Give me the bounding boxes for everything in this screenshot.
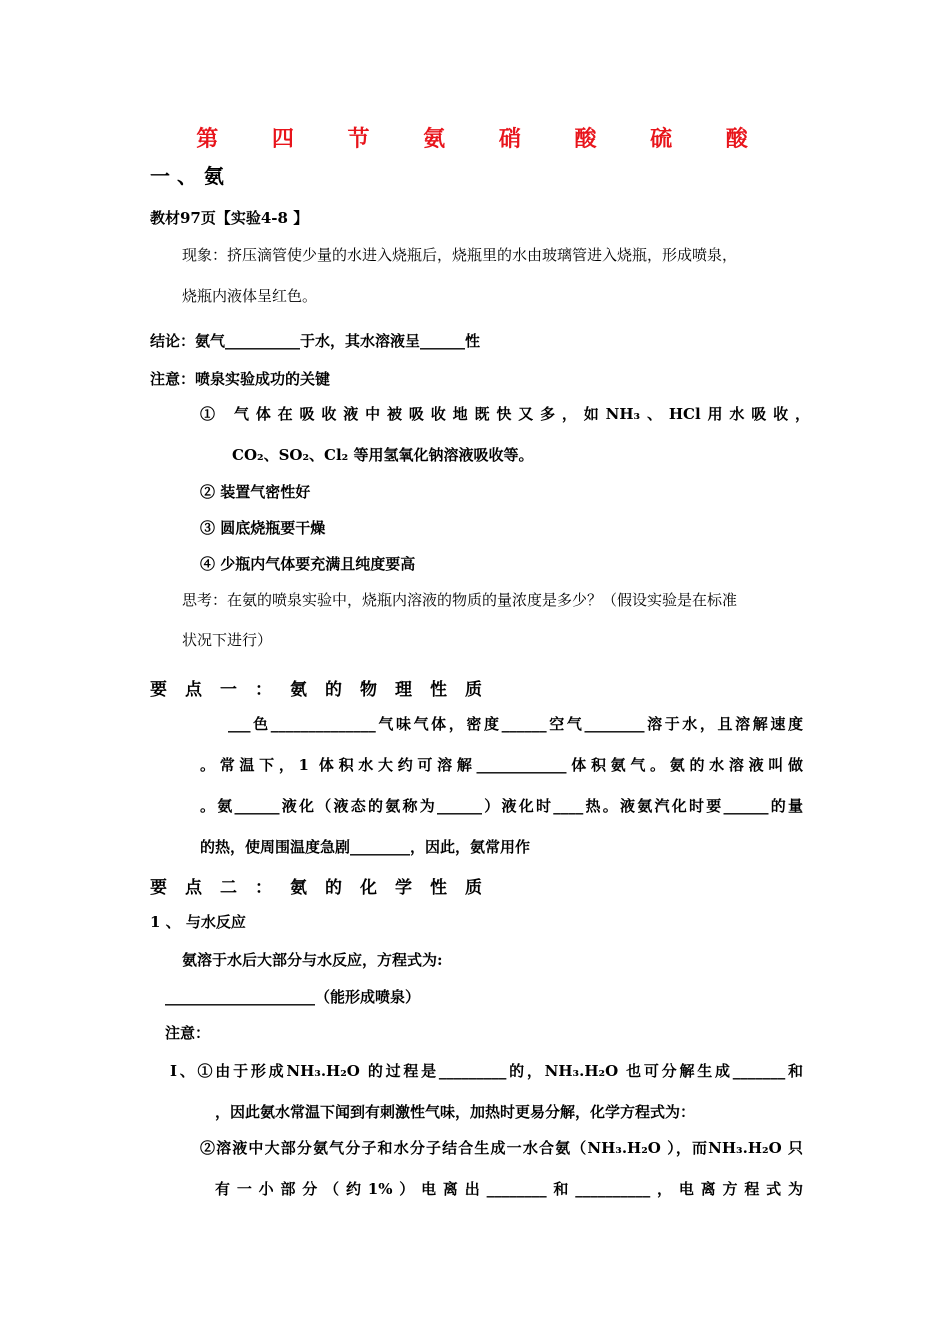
- think-question-line2: 状况下进行）: [182, 631, 273, 649]
- conclusion-text: 结论：氨气__________于水，其水溶液呈______性: [150, 332, 481, 350]
- phenomenon-text-line2: 烧瓶内液体呈红色。: [182, 287, 318, 305]
- note-roman1-line3: ②溶液中大部分氨气分子和水分子结合生成一水合氨（NH₃.H₂O ），而NH₃.H₂O 只: [200, 1139, 803, 1157]
- note-roman1-line2: ，因此氨水常温下闻到有刺激性气味，加热时更易分解，化学方程式为：: [215, 1103, 696, 1121]
- key-point-2: ② 装置气密性好: [200, 483, 311, 501]
- physical-property-line2: 。常温下，1 体积水大约可溶解____________体积氨气。氨的水溶液叫做: [200, 756, 803, 774]
- fountain-equation-blank: ____________________（能形成喷泉）: [165, 988, 421, 1006]
- key-point-1-line2: CO₂、SO₂、Cl₂ 等用氢氧化钠溶液吸收等。: [232, 446, 534, 464]
- page-title: 第 四 节 氨 硝 酸 硫 酸: [196, 126, 754, 152]
- physical-property-line1: ___色______________气味气体，密度______空气________溶于水，且溶解速度: [228, 715, 803, 733]
- think-question-line1: 思考：在氨的喷泉实验中，烧瓶内溶液的物质的量浓度是多少？（假设实验是在标准: [182, 591, 738, 609]
- section-heading-ammonia: 一 、 氨: [150, 164, 224, 188]
- notice-label: 注意：: [165, 1024, 211, 1042]
- key-point-1-line1: ① 气体在吸收液中被吸收地既快又多，如NH₃、HCl用水吸收，: [200, 405, 810, 423]
- note-roman1-line1: Ⅰ、①由于形成NH₃.H₂O 的过程是_________的，NH₃.H₂O 也可分解生成_______和: [170, 1062, 803, 1080]
- notice-heading: 注意：喷泉实验成功的关键: [150, 370, 331, 388]
- physical-property-line3: 。氨______液化（液态的氨称为______）液化时____热。液氨汽化时要______的量: [200, 797, 803, 815]
- key-point-one-heading: 要点一：氨的物理性质: [150, 680, 500, 700]
- subsection-water-reaction: 1 、 与水反应: [150, 913, 246, 931]
- key-point-two-heading: 要点二：氨的化学性质: [150, 878, 500, 898]
- key-point-3: ③ 圆底烧瓶要干燥: [200, 519, 326, 537]
- phenomenon-text-line1: 现象：挤压滴管使少量的水进入烧瓶后，烧瓶里的水由玻璃管进入烧瓶，形成喷泉，: [182, 246, 738, 264]
- water-reaction-text: 氨溶于水后大部分与水反应，方程式为:: [182, 951, 443, 969]
- textbook-reference: 教材97页【实验4-8 】: [150, 209, 309, 227]
- physical-property-line4: 的热，使周围温度急剧________，因此，氨常用作: [200, 838, 531, 856]
- note-roman1-line4: 有一小部分（约1%）电离出________和__________，电离方程式为: [215, 1180, 803, 1198]
- key-point-4: ④ 少瓶内气体要充满且纯度要高: [200, 555, 416, 573]
